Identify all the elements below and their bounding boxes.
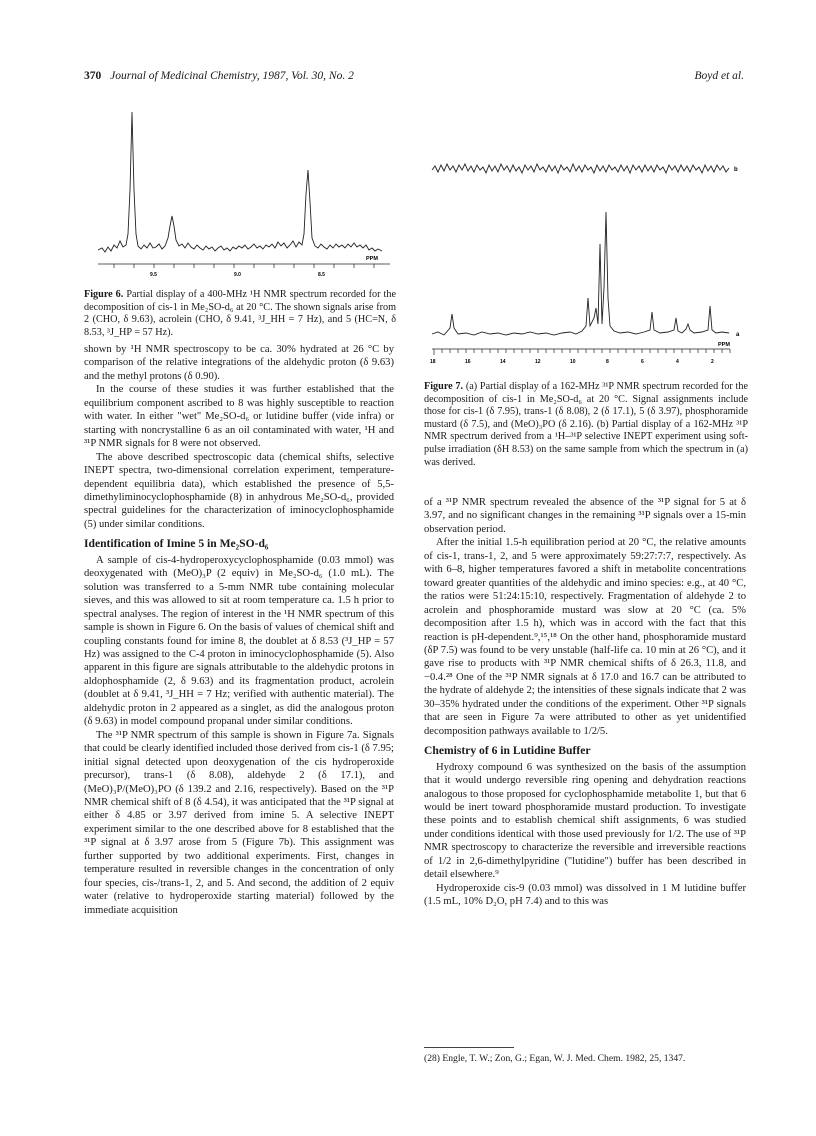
figure-7-trace-a [432,212,729,335]
figure-7-caption-label: Figure 7. [424,381,464,392]
left-column [84,343,394,917]
body-paragraph: Hydroxy compound 6 was synthesized on the basis of the assumption that it would undergo reversible ring opening and dehydration reactions analogous to those proposed for cyclophosphamide metabolite 1, but that 6 would be inert toward phosphoramide mustard production. To investigate these points and to establish chemical shift assignments, 6 was studied under conditions identical with those used previously for 1/2. The use of ³¹P NMR spectroscopy to characterize the reversible and irreversible reactions of 1/2 in 2,6-dimethylpyridine ("lutidine") buffer has been described in detail elsewhere.⁹ [424,761,746,881]
figure-7-tick-label: 16 [465,359,471,365]
figure-7-trace-a-label: a [736,332,740,338]
journal-citation: Journal of Medicinal Chemistry, 1987, Vol. 30, No. 2 [110,70,354,82]
figure-7-tick-label: 2 [711,359,714,365]
figure-7-tick-label: 18 [430,359,436,365]
body-paragraph: After the initial 1.5-h equilibration period at 20 °C, the relative amounts of cis-1, trans-1, 2, and 5 were approximately 59:27:7:7, respectively. As with 6–8, higher temperatures favored a shift in metabolite concentrations toward greater quantities of the aldehydic and imino species: e.g., at 40 °C, the ratios were 51:24:15:10, respectively. Fragmentation of aldehyde 2 to acrolein and phosphoramide mustard was slow at 20 °C (ca. 5% decomposition after 1.5 h), which was in accord with the fact that this reaction is pH-dependent.⁹,¹⁵,¹⁸ On the other hand, phosphoramide mustard (δP 7.5) was found to be very unstable (half-life ca. 10 min at 26 °C), and it gave rise to products with ³¹P NMR chemical shifts of δ 26.3, 11.8, and −0.4.²⁸ One of the ³¹P NMR signals at δ 17.0 and 16.7 can be attributed to the hydrate of aldehyde 2; the intensities of these signals indicate that 2 was 30–35% hydrated under the conditions of the experiment. Other ³¹P signals that are seen in Figure 7a were attributed to other as yet unidentified decomposition pathways available to 1/2/5. [424,537,746,737]
body-paragraph: The ³¹P NMR spectrum of this sample is shown in Figure 7a. Signals that could be clearly identified included those derived from cis-1 (δ 7.95; initial signal detected upon deoxygenation of the cis hydroperoxide precursor), trans-1 (δ 8.08), aldehyde 2 (δ 17.1), and (MeO)₃P/(MeO)₃PO (δ 139.2 and 2.16, respectively). Based on the ³¹P NMR chemical shift of 8 (δ 4.54), it was anticipated that the ³¹P signal at either δ 4.85 or 3.97 derived from imine 5. A selective INEPT experiment similar to the one described above for 8 established that the ³¹P signal at δ 3.97 arose from 5 (Figure 7b). This assignment was further supported by two additional experiments. First, changes in temperature resulted in reversible changes in the concentration of only four species, cis-/trans-1, 2, and 5. And second, the addition of 2 equiv water (relative to hydroperoxide starting material) followed by the immediate acquisition [84,729,394,916]
figure-6-svg [84,98,396,288]
figure-7-caption [424,381,748,469]
body-paragraph: In the course of these studies it was further established that the equilibrium component ascribed to 8 was highly susceptible to reaction with water. In either "wet" Me₂SO-d₆ or lutidine buffer (vide infra) or starting with noncrystalline 6 as an oil contaminated with water, ¹H and ³¹P NMR signals for 8 were not observed. [84,384,394,450]
figure-6-spectrum [84,98,396,288]
figure-6-minor-ticks [114,264,374,268]
body-paragraph: shown by ¹H NMR spectroscopy to be ca. 30% hydrated at 26 °C by comparison of the relative integrations of the aldehydic proton (δ 9.63) and the methyl protons (δ 0.90). [84,344,394,382]
figure-7-tick-label: 10 [570,359,576,365]
figure-6-ppm-label: PPM [366,256,378,262]
figure-6-caption-label: Figure 6. [84,289,124,300]
running-head [84,70,744,82]
body-paragraph: A sample of cis-4-hydroperoxycyclophosphamide (0.03 mmol) was deoxygenated with (MeO)₃P (2 equiv) in Me₂SO-d₆ (1.0 mL). The solution was transferred to a 5-mm NMR tube containing molecular sieves, and this was allowed to sit at room temperature ca. 1.5 h prior to spectral analyses. The region of interest in the ¹H NMR spectrum of this sample is shown in Figure 6. On the basis of values of chemical shift and coupling constants found for imine 8, the doublet at δ 8.53 (³J_HP = 57 Hz) was assigned to the C-4 proton in iminocyclophosphamide (5). Also apparent in this figure are signals attributable to the aldehydic protons in aldophosphamide (2, δ 9.63) and its fragmentation product, acrolein (doublet at δ 9.41, ³J_HH = 7 Hz; verified with authentic material). The aldehydic proton in 2 appeared as a singlet, as did the analogous proton (δ 9.63) in model compound propanal under similar conditions. [84,554,394,728]
figure-7-caption-text: (a) Partial display of a 162-MHz ³¹P NMR spectrum recorded for the decomposition of cis-1 in Me₂SO-d₆ at 20 °C. Signal assignments include those for cis-1 (δ 7.95), trans-1 (δ 8.08), 2 (δ 17.1), 5 (δ 3.97), phosphoramide mustard (δ 7.5), and (MeO)₃PO (δ 2.16). (b) Partial display of a 162-MHz ³¹P NMR spectrum derived from a ¹H–³¹P selective INEPT experiment using soft-pulse irradiation (δH 8.53) on the same sample from which the spectrum in (a) was derived. [424,381,748,468]
figure-7-tick-label: 8 [606,359,609,365]
body-paragraph: Hydroperoxide cis-9 (0.03 mmol) was dissolved in 1 M lutidine buffer (1.5 mL, 10% D₂O, pH 7.4) and to this was [424,882,746,908]
figure-7-trace-b-label: b [734,167,738,173]
figure-7-tick-label: 12 [535,359,541,365]
body-paragraph: of a ³¹P NMR spectrum revealed the absence of the ³¹P signal for 5 at δ 3.97, and no significant changes in the remaining ³¹P signals over a 15-min observation period. [424,497,746,535]
figure-7-ppm-label: PPM [718,342,730,348]
figure-6-caption-text: Partial display of a 400-MHz ¹H NMR spectrum recorded for the decomposition of cis-1 in Me₂SO-d₆ at 20 °C. The shown signals arise from 2 (CHO, δ 9.63), acrolein (CHO, δ 9.41, ³J_HH = 7 Hz), and 5 (HC=N, δ 8.53, ³J_HP = 57 Hz). [84,289,396,338]
footnote: (28) Engle, T. W.; Zon, G.; Egan, W. J. Med. Chem. 1982, 25, 1347. [424,1053,686,1064]
right-column [424,496,746,909]
section-heading: Identification of Imine 5 in Me₂SO-d₆ [84,537,269,551]
figure-6-trace [98,112,382,252]
figure-7-spectrum [424,148,748,376]
figure-7-tick-label: 14 [500,359,506,365]
figure-6-tick-label: 9.0 [234,272,241,278]
figure-6-tick-label: 9.5 [150,272,157,278]
running-authors: Boyd et al. [694,70,744,82]
section-heading: Chemistry of 6 in Lutidine Buffer [424,744,591,758]
figure-7-tick-label: 6 [641,359,644,365]
footnote-rule [424,1047,514,1048]
figure-7-trace-b [432,164,729,173]
figure-7-svg [424,148,748,376]
figure-7-tick-label: 4 [676,359,679,365]
body-paragraph: The above described spectroscopic data (chemical shifts, selective INEPT spectra, two-dimensional correlation experiment, temperature-dependent equilibria data), which established the presence of 5,5-dimethyliminocyclophosphamide (8) in anhydrous Me₂SO-d₆, provided spectral guidelines for the characterization of iminocyclophosphamide (5) under similar conditions. [84,451,394,530]
page-number: 370 [84,70,102,82]
figure-6-tick-label: 8.5 [318,272,325,278]
figure-6-caption [84,289,396,339]
figure-7-minor-ticks [434,349,730,355]
